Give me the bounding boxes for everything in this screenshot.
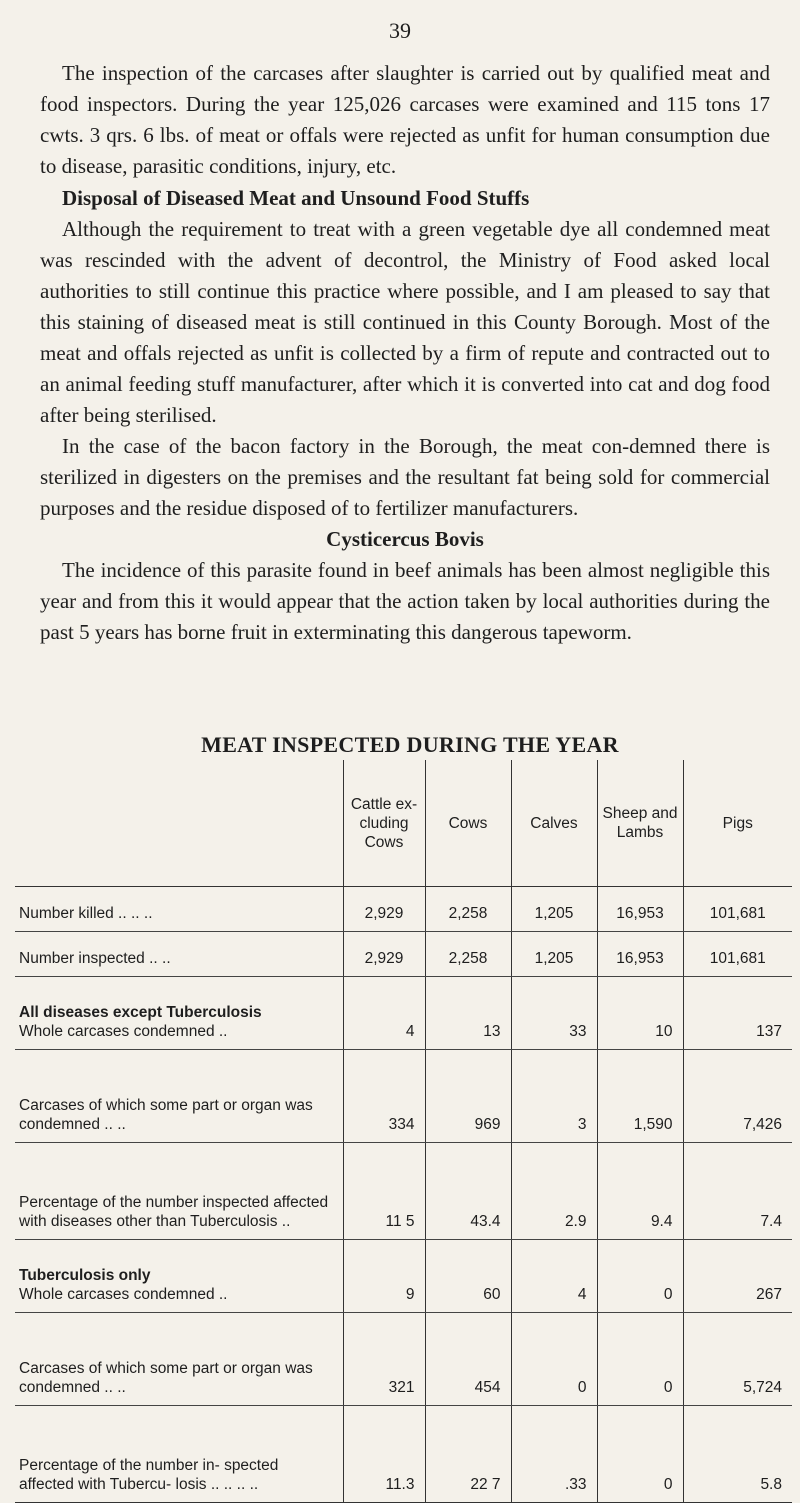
report-text [40,58,770,648]
table-cell: 60 [425,1240,511,1313]
table-cell: 22 7 [425,1406,511,1503]
row-label: Number inspected .. .. [15,932,343,977]
table-cell: 969 [425,1050,511,1143]
column-header-sheep: Sheep and Lambs [597,760,683,887]
column-header-calves: Calves [511,760,597,887]
table-cell: 0 [597,1240,683,1313]
column-header-cattle: Cattle ex- cluding Cows [343,760,425,887]
disposal-paragraph-2: In the case of the bacon factory in the Borough, the meat con-demned there is sterilized in digesters on the premises and the resultant fat being sold for commercial purposes and the residue disposed of to fertilizer manufacturers. [40,434,770,520]
disposal-paragraph-1: Although the requirement to treat with a green vegetable dye all condemned meat was rescinded with the advent of decontrol, the Ministry of Food asked local authorities to still continue this practice where possible, and I am pleased to say that this staining of diseased meat is still continued in this County Borough. Most of the meat and offals rejected as unfit is collected by a firm of repute and contracted out to an animal feeding stuff manufacturer, after which it is converted into cat and dog food after being sterilised. [40,217,770,427]
table-cell: 101,681 [683,932,792,977]
page-number: 39 [389,18,411,43]
table-cell: 0 [597,1313,683,1406]
row-label: Percentage of the number in- spected affected with Tubercu- losis .. .. .. .. [15,1406,343,1503]
table-cell: 33 [511,977,597,1050]
table-cell: 2,258 [425,887,511,932]
row-label: Carcases of which some part or organ was condemned .. .. [15,1313,343,1406]
table-cell: 0 [597,1406,683,1503]
table-cell: 454 [425,1313,511,1406]
table-cell: 5.8 [683,1406,792,1503]
table-cell: 9 [343,1240,425,1313]
table-cell: 2,929 [343,932,425,977]
table-cell: 7.4 [683,1143,792,1240]
table-row [15,887,792,932]
column-header-cows: Cows [425,760,511,887]
table-cell: 1,205 [511,887,597,932]
table-cell: 101,681 [683,887,792,932]
table-cell: 137 [683,977,792,1050]
table-row [15,977,792,1050]
row-label-heading: All diseases except Tuberculosis [19,1004,262,1021]
table-cell: 7,426 [683,1050,792,1143]
table-cell: 13 [425,977,511,1050]
table-corner-cell [15,760,343,887]
inspection-paragraph: The inspection of the carcases after slaughter is carried out by qualified meat and food inspectors. During the year 125,026 carcases were examined and 115 tons 17 cwts. 3 qrs. 6 lbs. of meat or offals were rejected as unfit for human consumption due to disease, parasitic conditions, injury, etc. [40,61,770,178]
table-cell: .33 [511,1406,597,1503]
table-cell: 321 [343,1313,425,1406]
row-label-heading: Tuberculosis only [19,1267,151,1284]
table-cell: 10 [597,977,683,1050]
table-header-row [15,760,792,887]
table-row [15,932,792,977]
disposal-heading: Disposal of Diseased Meat and Unsound Food Stuffs [62,186,530,210]
table-row [15,1240,792,1313]
table-title: MEAT INSPECTED DURING THE YEAR [201,732,619,757]
row-label: Number killed .. .. .. [15,887,343,932]
table-cell: 334 [343,1050,425,1143]
table-row [15,1050,792,1143]
table-cell: 3 [511,1050,597,1143]
table-cell: 11 5 [343,1143,425,1240]
cysticercus-paragraph: The incidence of this parasite found in beef animals has been almost negligible this year and from this it would appear that the action taken by local authorities during the past 5 years has borne fruit in exterminating this dangerous tapeworm. [40,558,770,644]
cysticercus-heading: Cysticercus Bovis [326,527,484,551]
table-cell: 1,590 [597,1050,683,1143]
table-cell: 4 [343,977,425,1050]
table-cell: 1,205 [511,932,597,977]
table-cell: 11.3 [343,1406,425,1503]
table-row [15,1406,792,1503]
table-cell: 16,953 [597,932,683,977]
row-label-text: Whole carcases condemned .. [19,1023,228,1040]
row-label [15,977,343,1050]
meat-inspected-table [15,760,792,1503]
table-cell: 4 [511,1240,597,1313]
table-cell: 2.9 [511,1143,597,1240]
table-cell: 2,258 [425,932,511,977]
table-row [15,1143,792,1240]
table-cell: 9.4 [597,1143,683,1240]
table-cell: 2,929 [343,887,425,932]
table-cell: 0 [511,1313,597,1406]
row-label-text: Whole carcases condemned .. [19,1286,228,1303]
table-cell: 5,724 [683,1313,792,1406]
column-header-pigs: Pigs [683,760,792,887]
row-label [15,1240,343,1313]
table-cell: 16,953 [597,887,683,932]
row-label: Percentage of the number inspected affected with diseases other than Tuberculosis .. [15,1143,343,1240]
table-cell: 267 [683,1240,792,1313]
table-row [15,1313,792,1406]
row-label: Carcases of which some part or organ was condemned .. .. [15,1050,343,1143]
table-cell: 43.4 [425,1143,511,1240]
